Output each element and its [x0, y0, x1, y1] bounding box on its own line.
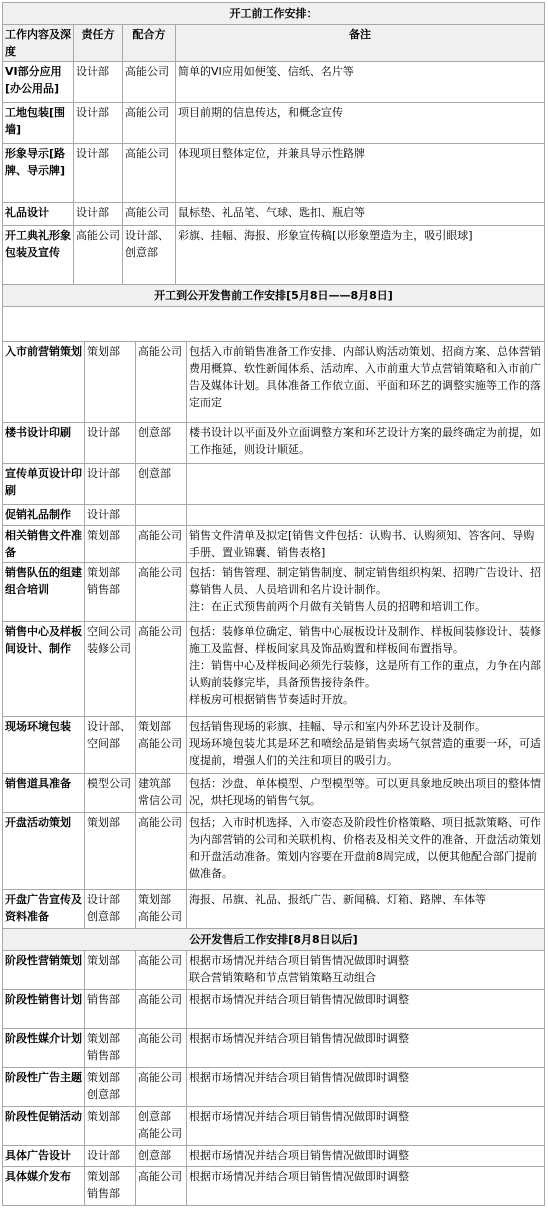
table-row [3, 890, 544, 928]
owner-line: 空间部 [87, 737, 120, 750]
partner [136, 563, 186, 621]
partner [136, 342, 186, 422]
column-header: 配合方 [123, 25, 175, 61]
notes-line: 根据市场情况并结合项目销售情况做即时调整 [189, 1170, 409, 1183]
owner [85, 423, 135, 463]
partner-line: 高能公司 [138, 1032, 182, 1045]
table-row [3, 62, 544, 102]
owner [85, 505, 135, 525]
notes-line: 根据市场情况并结合项目销售情况做即时调整 [189, 1071, 409, 1084]
work-item: 工地包装[围墙] [3, 103, 73, 143]
owner-line: 策划部 [87, 816, 120, 829]
notes-line: 海报、吊旗、礼品、报纸广告、新闻稿、灯箱、路牌、车体等 [189, 893, 486, 906]
notes [176, 103, 544, 143]
owner-line: 设计部 [87, 426, 120, 439]
blank-cell [3, 307, 544, 341]
notes-line: 楼书设计以平面及外立面调整方案和环艺设计方案的最终确定为前提，如工作拖延，则设计顺延。 [189, 426, 541, 456]
owner-line: 设计部 [87, 467, 120, 480]
partner-line: 高能公司 [138, 954, 182, 967]
section-title-row [3, 3, 544, 24]
partner [136, 622, 186, 716]
owner-line: 创意部 [87, 910, 120, 923]
work-item: 阶段性销售计划 [3, 990, 84, 1028]
owner [85, 717, 135, 773]
owner [85, 1146, 135, 1166]
notes [187, 423, 544, 463]
work-item: 入市前营销策划 [3, 342, 84, 422]
table-row [3, 103, 544, 143]
partner [123, 103, 175, 143]
owner-line: 销售部 [87, 583, 120, 596]
work-item: 销售队伍的组建组合培训 [3, 563, 84, 621]
notes [187, 951, 544, 989]
notes-line: 根据市场情况并结合项目销售情况做即时调整 [189, 1110, 409, 1123]
owner-line: 设计部 [76, 206, 109, 219]
notes-line: 包括入市前销售准备工作安排、内部认购活动策划、招商方案、总体营销费用概算、软性新闻体系、活动库、入市前重大节点营销策略和入市前广告及媒体计划。具体准备工作依立面、平面和环艺的调整实施等工作的落定而定 [189, 345, 541, 409]
owner-line: 销售部 [87, 993, 120, 1006]
section-title: 公开发售后工作安排[8月8日以后] [3, 929, 544, 950]
column-header: 备注 [176, 25, 544, 61]
work-item: 阶段性广告主题 [3, 1068, 84, 1106]
partner-line: 高能公司 [138, 1170, 182, 1183]
owner-line: 策划部 [87, 345, 120, 358]
partner [123, 62, 175, 102]
notes-line: 根据市场情况并结合项目销售情况做即时调整 [189, 954, 409, 967]
owner-line: 创意部 [87, 1088, 120, 1101]
table-row [3, 203, 544, 225]
table-row [3, 1146, 544, 1166]
table-row [3, 342, 544, 422]
owner-line: 策划部 [87, 566, 120, 579]
owner [85, 1107, 135, 1145]
notes [187, 505, 544, 525]
work-item: 开工典礼形象包装及宣传 [3, 226, 73, 284]
owner-line: 策划部 [87, 954, 120, 967]
notes [187, 1029, 544, 1067]
table-row [3, 1029, 544, 1067]
notes-line: 联合营销策略和节点营销策略互动组合 [189, 971, 376, 984]
notes [187, 890, 544, 928]
schedule-document [2, 2, 545, 1206]
owner-line: 设计部、 [87, 720, 131, 733]
owner [74, 62, 122, 102]
work-item: 现场环境包装 [3, 717, 84, 773]
owner-line: 销售部 [87, 1049, 120, 1062]
owner-line: 策划部 [87, 1032, 120, 1045]
partner [136, 526, 186, 562]
table-row [3, 144, 544, 202]
notes-line: 鼠标垫、礼品笔、气球、匙扣、瓶启等 [178, 206, 365, 219]
partner [136, 774, 186, 812]
partner-line: 高能公司 [125, 106, 169, 119]
owner [85, 563, 135, 621]
notes [187, 717, 544, 773]
notes [187, 990, 544, 1028]
notes [187, 464, 544, 504]
table-row [3, 526, 544, 562]
partner-line: 高能公司 [125, 206, 169, 219]
header-row [3, 25, 544, 61]
owner-line: 设计部 [87, 508, 120, 521]
notes-line: 包括：销售管理、制定销售制度、制定销售组织构架、招聘广告设计、招募销售人员、人员培训和名片设计制作。 [189, 566, 541, 596]
notes [176, 62, 544, 102]
owner-line: 装修公司 [87, 642, 131, 655]
notes [187, 813, 544, 889]
notes-line: 注：销售中心及样板间必须先行装修，这是所有工作的重点，力争在内部认购前装修完毕，具备预售接待条件。 [189, 659, 541, 689]
notes [187, 1146, 544, 1166]
owner [74, 103, 122, 143]
owner-line: 策划部 [87, 1110, 120, 1123]
owner [85, 774, 135, 812]
partner-line: 创意部 [138, 467, 171, 480]
work-item: 销售中心及样板间设计、制作 [3, 622, 84, 716]
notes [187, 774, 544, 812]
partner [136, 813, 186, 889]
owner-line: 设计部 [76, 106, 109, 119]
owner [85, 890, 135, 928]
partner [136, 1146, 186, 1166]
partner-line: 策划部 [138, 893, 171, 906]
notes-line: 包括：沙盘、单体模型、户型模型等。可以更具象地反映出项目的整体情况，烘托现场的销售气氛。 [189, 777, 541, 807]
owner-line: 策划部 [87, 1170, 120, 1183]
notes [176, 144, 544, 202]
owner [85, 342, 135, 422]
work-item: 开盘活动策划 [3, 813, 84, 889]
owner-line: 设计部 [76, 147, 109, 160]
owner-line: 销售部 [87, 1187, 120, 1200]
notes [187, 1167, 544, 1205]
work-item: VI部分应用[办公用品] [3, 62, 73, 102]
owner-line: 设计部 [76, 65, 109, 78]
work-item: 礼品设计 [3, 203, 73, 225]
partner-line: 设计部、 [125, 229, 169, 242]
owner [74, 226, 122, 284]
section-title: 开工到公开发售前工作安排[5月8日——8月8日] [3, 285, 544, 306]
owner [85, 1029, 135, 1067]
table-row [3, 1068, 544, 1106]
table-row [3, 226, 544, 284]
pre-sale-table [2, 284, 545, 1206]
partner [136, 1167, 186, 1205]
notes-line: 包括：装修单位确定、销售中心展板设计及制作、样板间装修设计、装修施工及监督、样板间家具及饰品购置和样板间布置指导。 [189, 625, 541, 655]
notes-line: 体现项目整体定位，并兼具导示性路牌 [178, 147, 365, 160]
partner [136, 1107, 186, 1145]
owner [85, 1167, 135, 1205]
owner-line: 设计部 [87, 1149, 120, 1162]
notes-line: 根据市场情况并结合项目销售情况做即时调整 [189, 993, 409, 1006]
partner-line: 高能公司 [125, 65, 169, 78]
partner-line: 创意部 [138, 426, 171, 439]
notes [187, 1068, 544, 1106]
work-item: 具体媒介发布 [3, 1167, 84, 1205]
notes-line: 注：在正式预售前两个月做有关销售人员的招聘和培训工作。 [189, 600, 486, 613]
partner-line: 高能公司 [138, 993, 182, 1006]
owner [85, 951, 135, 989]
table-row [3, 622, 544, 716]
partner-line: 常信公司 [138, 794, 182, 807]
partner-line: 高能公司 [138, 529, 182, 542]
partner [136, 990, 186, 1028]
table-row [3, 563, 544, 621]
notes-line: 样板房可根据销售节奏适时开放。 [189, 693, 354, 706]
partner-line: 高能公司 [138, 625, 182, 638]
table-row [3, 990, 544, 1028]
partner [136, 505, 186, 525]
notes-line: 包括销售现场的彩旗、挂幅、导示和室内外环艺设计及制作。 [189, 720, 486, 733]
owner [85, 990, 135, 1028]
notes-line: 包括；入市时机选择、入市姿态及阶段性价格策略、项目抵款策略、可作为内部营销的公司和关联机构、价格表及相关文件的准备、开盘活动策划和开盘活动准备。策划内容要在开盘前8周完成，以便其他配合部门提前做准备。 [189, 816, 541, 880]
notes [187, 563, 544, 621]
work-item: 形象导示[路牌、导示牌] [3, 144, 73, 202]
partner-line: 高能公司 [138, 910, 182, 923]
partner-line: 高能公司 [138, 737, 182, 750]
work-item: 楼书设计印刷 [3, 423, 84, 463]
notes-line: 彩旗、挂幅、海报、形象宣传稿[以形象塑造为主，吸引眼球] [178, 229, 473, 242]
work-item: 相关销售文件准备 [3, 526, 84, 562]
section-title-row [3, 285, 544, 306]
partner-line: 高能公司 [138, 1127, 182, 1140]
work-item: 宣传单页设计印刷 [3, 464, 84, 504]
owner-line: 策划部 [87, 1071, 120, 1084]
partner [136, 1068, 186, 1106]
partner [136, 423, 186, 463]
partner [136, 951, 186, 989]
owner [74, 144, 122, 202]
notes-line: 简单的VI应用如便笺、信纸、名片等 [178, 65, 354, 78]
table-row [3, 1107, 544, 1145]
owner [85, 526, 135, 562]
column-header: 责任方 [74, 25, 122, 61]
notes-line: 根据市场情况并结合项目销售情况做即时调整 [189, 1032, 409, 1045]
work-item: 阶段性促销活动 [3, 1107, 84, 1145]
notes-line: 销售文件清单及拟定[销售文件包括：认购书、认购须知、答客问、导购手册、置业锦囊、销售表格] [189, 529, 535, 559]
owner [85, 622, 135, 716]
work-item: 开盘广告宣传及资料准备 [3, 890, 84, 928]
work-item: 销售道具准备 [3, 774, 84, 812]
partner-line: 高能公司 [138, 816, 182, 829]
partner-line: 创意部 [125, 246, 158, 259]
notes-line: 现场环境包装尤其是环艺和喷绘品是销售卖场气氛营造的重要一环，可适度提前，增强人们的关注和项目的吸引力。 [189, 737, 541, 767]
partner-line: 高能公司 [125, 147, 169, 160]
partner-line: 策划部 [138, 720, 171, 733]
pre-construction-table [2, 2, 545, 285]
table-row [3, 505, 544, 525]
owner-line: 高能公司 [76, 229, 120, 242]
work-item: 阶段性媒介计划 [3, 1029, 84, 1067]
table-row [3, 774, 544, 812]
partner [136, 464, 186, 504]
table-row [3, 951, 544, 989]
partner-line: 高能公司 [138, 566, 182, 579]
partner [123, 144, 175, 202]
notes [187, 342, 544, 422]
owner-line: 模型公司 [87, 777, 131, 790]
work-item: 促销礼品制作 [3, 505, 84, 525]
work-item: 阶段性营销策划 [3, 951, 84, 989]
column-header: 工作内容及深度 [3, 25, 73, 61]
table-row [3, 464, 544, 504]
table-row [3, 717, 544, 773]
notes [176, 226, 544, 284]
owner [85, 1068, 135, 1106]
section-title-row [3, 929, 544, 950]
partner-line: 创意部 [138, 1110, 171, 1123]
partner [123, 226, 175, 284]
partner [136, 1029, 186, 1067]
table-row [3, 813, 544, 889]
owner-line: 空间公司 [87, 625, 131, 638]
partner-line: 高能公司 [138, 345, 182, 358]
table-row [3, 1167, 544, 1205]
owner [74, 203, 122, 225]
notes [187, 622, 544, 716]
partner [136, 717, 186, 773]
notes [176, 203, 544, 225]
work-item: 具体广告设计 [3, 1146, 84, 1166]
partner [123, 203, 175, 225]
blank-row [3, 307, 544, 341]
notes-line: 项目前期的信息传达，和概念宣传 [178, 106, 343, 119]
owner [85, 464, 135, 504]
notes-line: 根据市场情况并结合项目销售情况做即时调整 [189, 1149, 409, 1162]
owner-line: 设计部 [87, 893, 120, 906]
section-title: 开工前工作安排： [3, 3, 544, 24]
partner [136, 890, 186, 928]
table-row [3, 423, 544, 463]
partner-line: 高能公司 [138, 1071, 182, 1084]
partner-line: 创意部 [138, 1149, 171, 1162]
notes [187, 1107, 544, 1145]
owner [85, 813, 135, 889]
owner-line: 策划部 [87, 529, 120, 542]
notes [187, 526, 544, 562]
partner-line: 建筑部 [138, 777, 171, 790]
